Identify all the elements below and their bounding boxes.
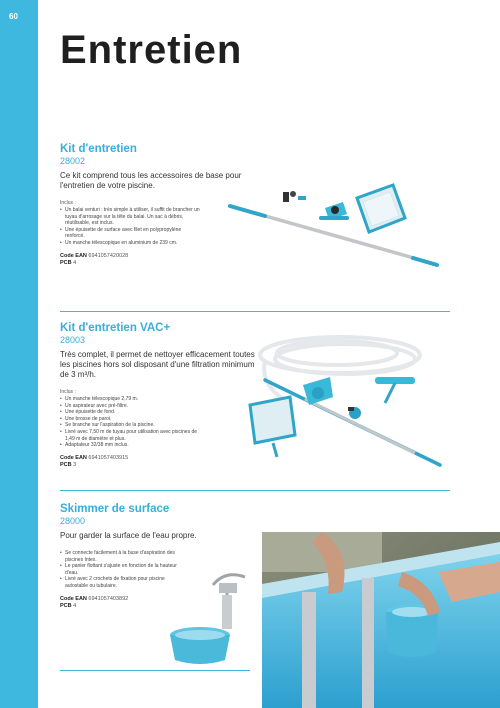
- product-title: Skimmer de surface: [60, 503, 170, 515]
- list-item: • Livré avec 2 crochets de fixation pour piscine autostable ou tubulaire.: [60, 576, 180, 589]
- small-parts-icon: [283, 191, 306, 202]
- ean-label: Code EAN: [60, 595, 87, 602]
- wall-brush-icon: [375, 377, 415, 403]
- list-item: • Un aspirateur avec pré-filtre.: [60, 403, 200, 410]
- list-item: • Une brosse de paroi.: [60, 416, 200, 423]
- list-item: • Se branche sur l'aspiration de la piscine.: [60, 422, 200, 429]
- product-description: Pour garder la surface de l'eau propre.: [60, 531, 197, 540]
- ean-value: 6941057403892: [88, 595, 129, 602]
- page-title: Entretien: [60, 28, 243, 72]
- product-title: Kit d'entretien VAC+: [60, 322, 171, 334]
- list-item: • Une épuisette de fond.: [60, 409, 200, 416]
- pcb-value: 4: [73, 602, 77, 609]
- skimmer-net-icon: [250, 397, 295, 457]
- product-title: Kit d'entretien: [60, 143, 137, 155]
- list-item: • Un manche télescopique en aluminium de 239 cm.: [60, 240, 245, 247]
- pcb-value: 4: [73, 259, 77, 266]
- product-description: Très complet, il permet de nettoyer efficacement toutes les piscines hors sol disposant d'une filtration minimum de 3 m³/h.: [60, 350, 255, 379]
- pcb-label: PCB: [60, 259, 72, 266]
- product-ref: 28003: [60, 335, 86, 345]
- list-item: • Un balai venturi : très simple à utiliser, il suffit de brancher un tuyau d'arrosage sur la tête du balai. Un sac à débris, réutilisable, est inclus.: [60, 207, 200, 227]
- product-kit-entretien-vac: [60, 322, 260, 469]
- kit-entretien-image: [225, 180, 450, 280]
- list-item: • Un manche télescopique 2,79 m.: [60, 396, 200, 403]
- features-list: [60, 550, 180, 590]
- ean-label: Code EAN: [60, 252, 87, 259]
- ean-label: Code EAN: [60, 454, 87, 461]
- pcb-label: PCB: [60, 461, 72, 468]
- included-list: [60, 207, 200, 247]
- section-divider: [60, 490, 450, 491]
- section-divider: [60, 311, 450, 312]
- product-description: Ce kit comprend tous les accessoires de base pour l'entretien de votre piscine.: [60, 171, 242, 190]
- page-side-bar: [0, 0, 38, 708]
- ean-value: 6941057403915: [88, 454, 129, 461]
- list-item: • Livré avec 7,50 m de tuyau pour utilisation avec piscines de 1,49 m de diamètre et plus.: [60, 429, 200, 442]
- skimmer-image: [165, 565, 260, 665]
- vacuum-head-icon: [319, 202, 349, 220]
- ean-value: 6941057420028: [88, 252, 129, 259]
- page-number: 60: [9, 12, 18, 21]
- list-item: • Une épuisette de surface avec filet en polypropylène renforcé.: [60, 227, 200, 240]
- section-divider: [60, 670, 250, 671]
- product-ref: 28000: [60, 516, 86, 526]
- list-item: • Se connecte facilement à la buse d'aspiration des piscines Intex.: [60, 550, 180, 563]
- product-ref: 28002: [60, 156, 86, 166]
- list-item: • Adaptateur 32/38 mm inclus.: [60, 442, 200, 449]
- skimmer-net-icon: [357, 185, 405, 232]
- pool-photo: [262, 532, 500, 708]
- included-list: [60, 396, 200, 449]
- kit-entretien-vac-image: [245, 325, 455, 470]
- included-label: Inclus :: [60, 389, 76, 395]
- pcb-label: PCB: [60, 602, 72, 609]
- pcb-value: 3: [73, 461, 77, 468]
- included-label: Inclus :: [60, 200, 76, 206]
- list-item: • Le panier flottant s'ajuste en fonction de la hauteur d'eau.: [60, 563, 180, 576]
- product-codes: [60, 455, 260, 469]
